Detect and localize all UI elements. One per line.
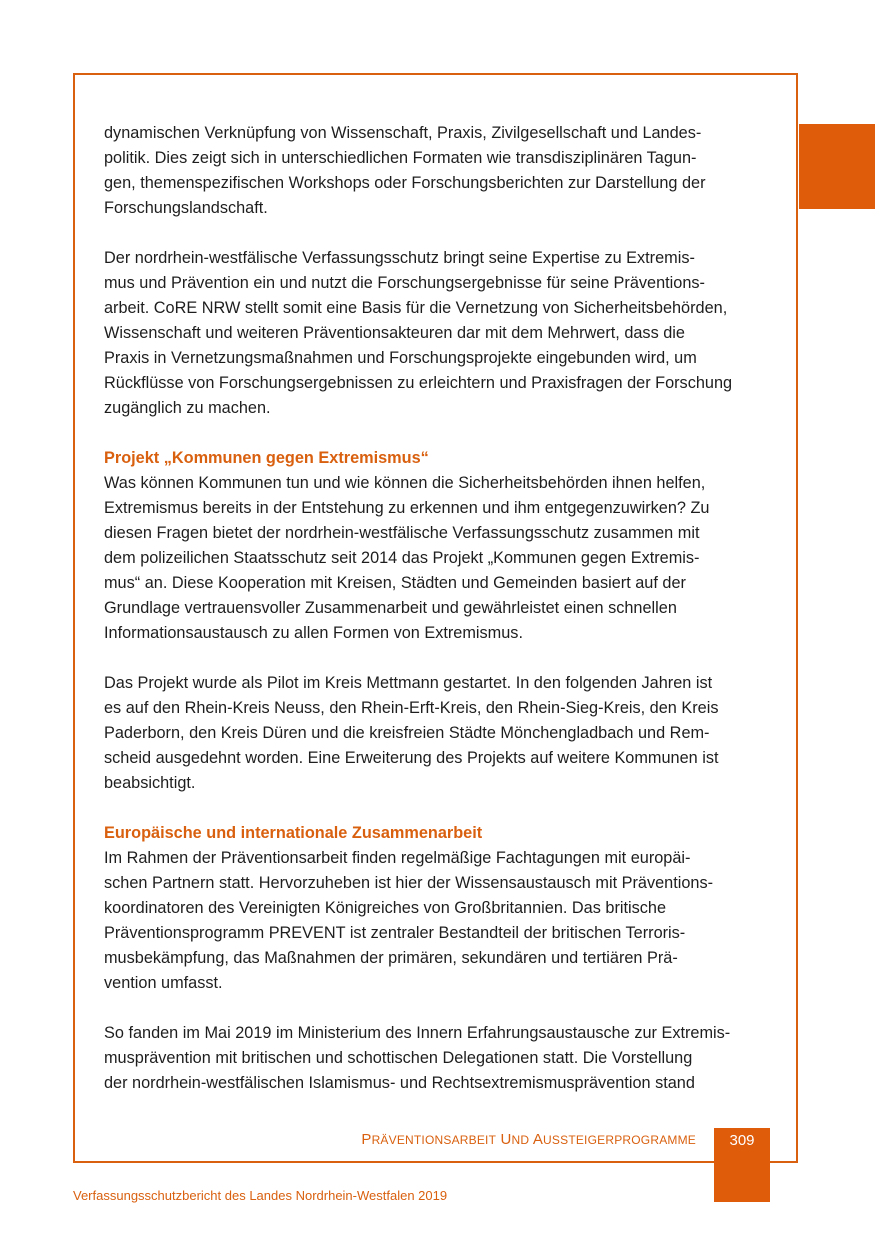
page-number: 309 — [729, 1132, 755, 1149]
body-text — [104, 121, 784, 1121]
section-heading: Europäische und internationale Zusammenarbeit — [104, 824, 483, 842]
text-line: Extremismus bereits in der Entstehung zu erkennen und ihm entgegenzuwirken? Zu — [104, 499, 710, 517]
running-header-text: PRÄVENTIONSARBEIT UND AUSSTEIGERPROGRAMME — [361, 1131, 696, 1148]
text-line: So fanden im Mai 2019 im Ministerium des Innern Erfahrungsaustausche zur Extremis- — [104, 1024, 731, 1042]
text-line: Rückflüsse von Forschungsergebnissen zu erleichtern und Praxisfragen der Forschung — [104, 374, 733, 392]
text-line: dem polizeilichen Staatsschutz seit 2014 das Projekt „Kommunen gegen Extremis- — [104, 549, 700, 567]
paragraph — [104, 1021, 784, 1096]
paragraph — [104, 246, 784, 421]
text-line: vention umfasst. — [104, 974, 223, 992]
paragraph — [104, 821, 784, 996]
text-line: zugänglich zu machen. — [104, 399, 271, 417]
text-line: Praxis in Vernetzungsmaßnahmen und Forschungsprojekte eingebunden wird, um — [104, 349, 697, 367]
section-heading: Projekt „Kommunen gegen Extremismus“ — [104, 449, 429, 467]
text-line: Informationsaustausch zu allen Formen von Extremismus. — [104, 624, 523, 642]
text-line: gen, themenspezifischen Workshops oder Forschungsberichten zur Darstellung der — [104, 174, 706, 192]
text-line: Grundlage vertrauensvoller Zusammenarbeit und gewährleistet einen schnellen — [104, 599, 677, 617]
paragraph — [104, 671, 784, 796]
text-line: politik. Dies zeigt sich in unterschiedlichen Formaten wie transdisziplinären Tagun- — [104, 149, 697, 167]
text-line: Präventionsprogramm PREVENT ist zentraler Bestandteil der britischen Terroris- — [104, 924, 686, 942]
text-line: dynamischen Verknüpfung von Wissenschaft, Praxis, Zivilgesellschaft und Landes- — [104, 124, 702, 142]
text-line: schen Partnern statt. Hervorzuheben ist hier der Wissensaustausch mit Präventions- — [104, 874, 714, 892]
text-line: beabsichtigt. — [104, 774, 196, 792]
running-header — [361, 1129, 696, 1151]
text-line: Der nordrhein-westfälische Verfassungsschutz bringt seine Expertise zu Extremis- — [104, 249, 695, 267]
text-line: scheid ausgedehnt worden. Eine Erweiterung des Projekts auf weitere Kommunen ist — [104, 749, 719, 767]
text-line: diesen Fragen bietet der nordrhein-westfälische Verfassungsschutz zusammen mit — [104, 524, 700, 542]
text-line: Wissenschaft und weiteren Präventionsakteuren dar mit dem Mehrwert, dass die — [104, 324, 685, 342]
text-line: mus und Prävention ein und nutzt die Forschungsergebnisse für seine Präventions- — [104, 274, 705, 292]
text-line: Im Rahmen der Präventionsarbeit finden regelmäßige Fachtagungen mit europäi- — [104, 849, 691, 867]
text-line: koordinatoren des Vereinigten Königreiches von Großbritannien. Das britische — [104, 899, 667, 917]
chapter-tab — [799, 124, 875, 209]
text-line: es auf den Rhein-Kreis Neuss, den Rhein-Erft-Kreis, den Rhein-Sieg-Kreis, den Kreis — [104, 699, 719, 717]
text-line: musbekämpfung, das Maßnahmen der primären, sekundären und tertiären Prä- — [104, 949, 678, 967]
text-line: Das Projekt wurde als Pilot im Kreis Mettmann gestartet. In den folgenden Jahren ist — [104, 674, 713, 692]
text-line: der nordrhein-westfälischen Islamismus- und Rechtsextremismusprävention stand — [104, 1074, 695, 1092]
paragraph — [104, 121, 784, 221]
text-line: Was können Kommunen tun und wie können die Sicherheitsbehörden ihnen helfen, — [104, 474, 706, 492]
footer-text: Verfassungsschutzbericht des Landes Nordrhein-Westfalen 2019 — [73, 1188, 448, 1203]
page-number-box — [714, 1128, 770, 1202]
paragraph — [104, 446, 784, 646]
text-line: Paderborn, den Kreis Düren und die kreisfreien Städte Mönchengladbach und Rem- — [104, 724, 710, 742]
text-line: musprävention mit britischen und schottischen Delegationen statt. Die Vorstellung — [104, 1049, 693, 1067]
text-line: mus“ an. Diese Kooperation mit Kreisen, Städten und Gemeinden basiert auf der — [104, 574, 686, 592]
text-line: Forschungslandschaft. — [104, 199, 268, 217]
text-line: arbeit. CoRE NRW stellt somit eine Basis für die Vernetzung von Sicherheitsbehörden, — [104, 299, 728, 317]
